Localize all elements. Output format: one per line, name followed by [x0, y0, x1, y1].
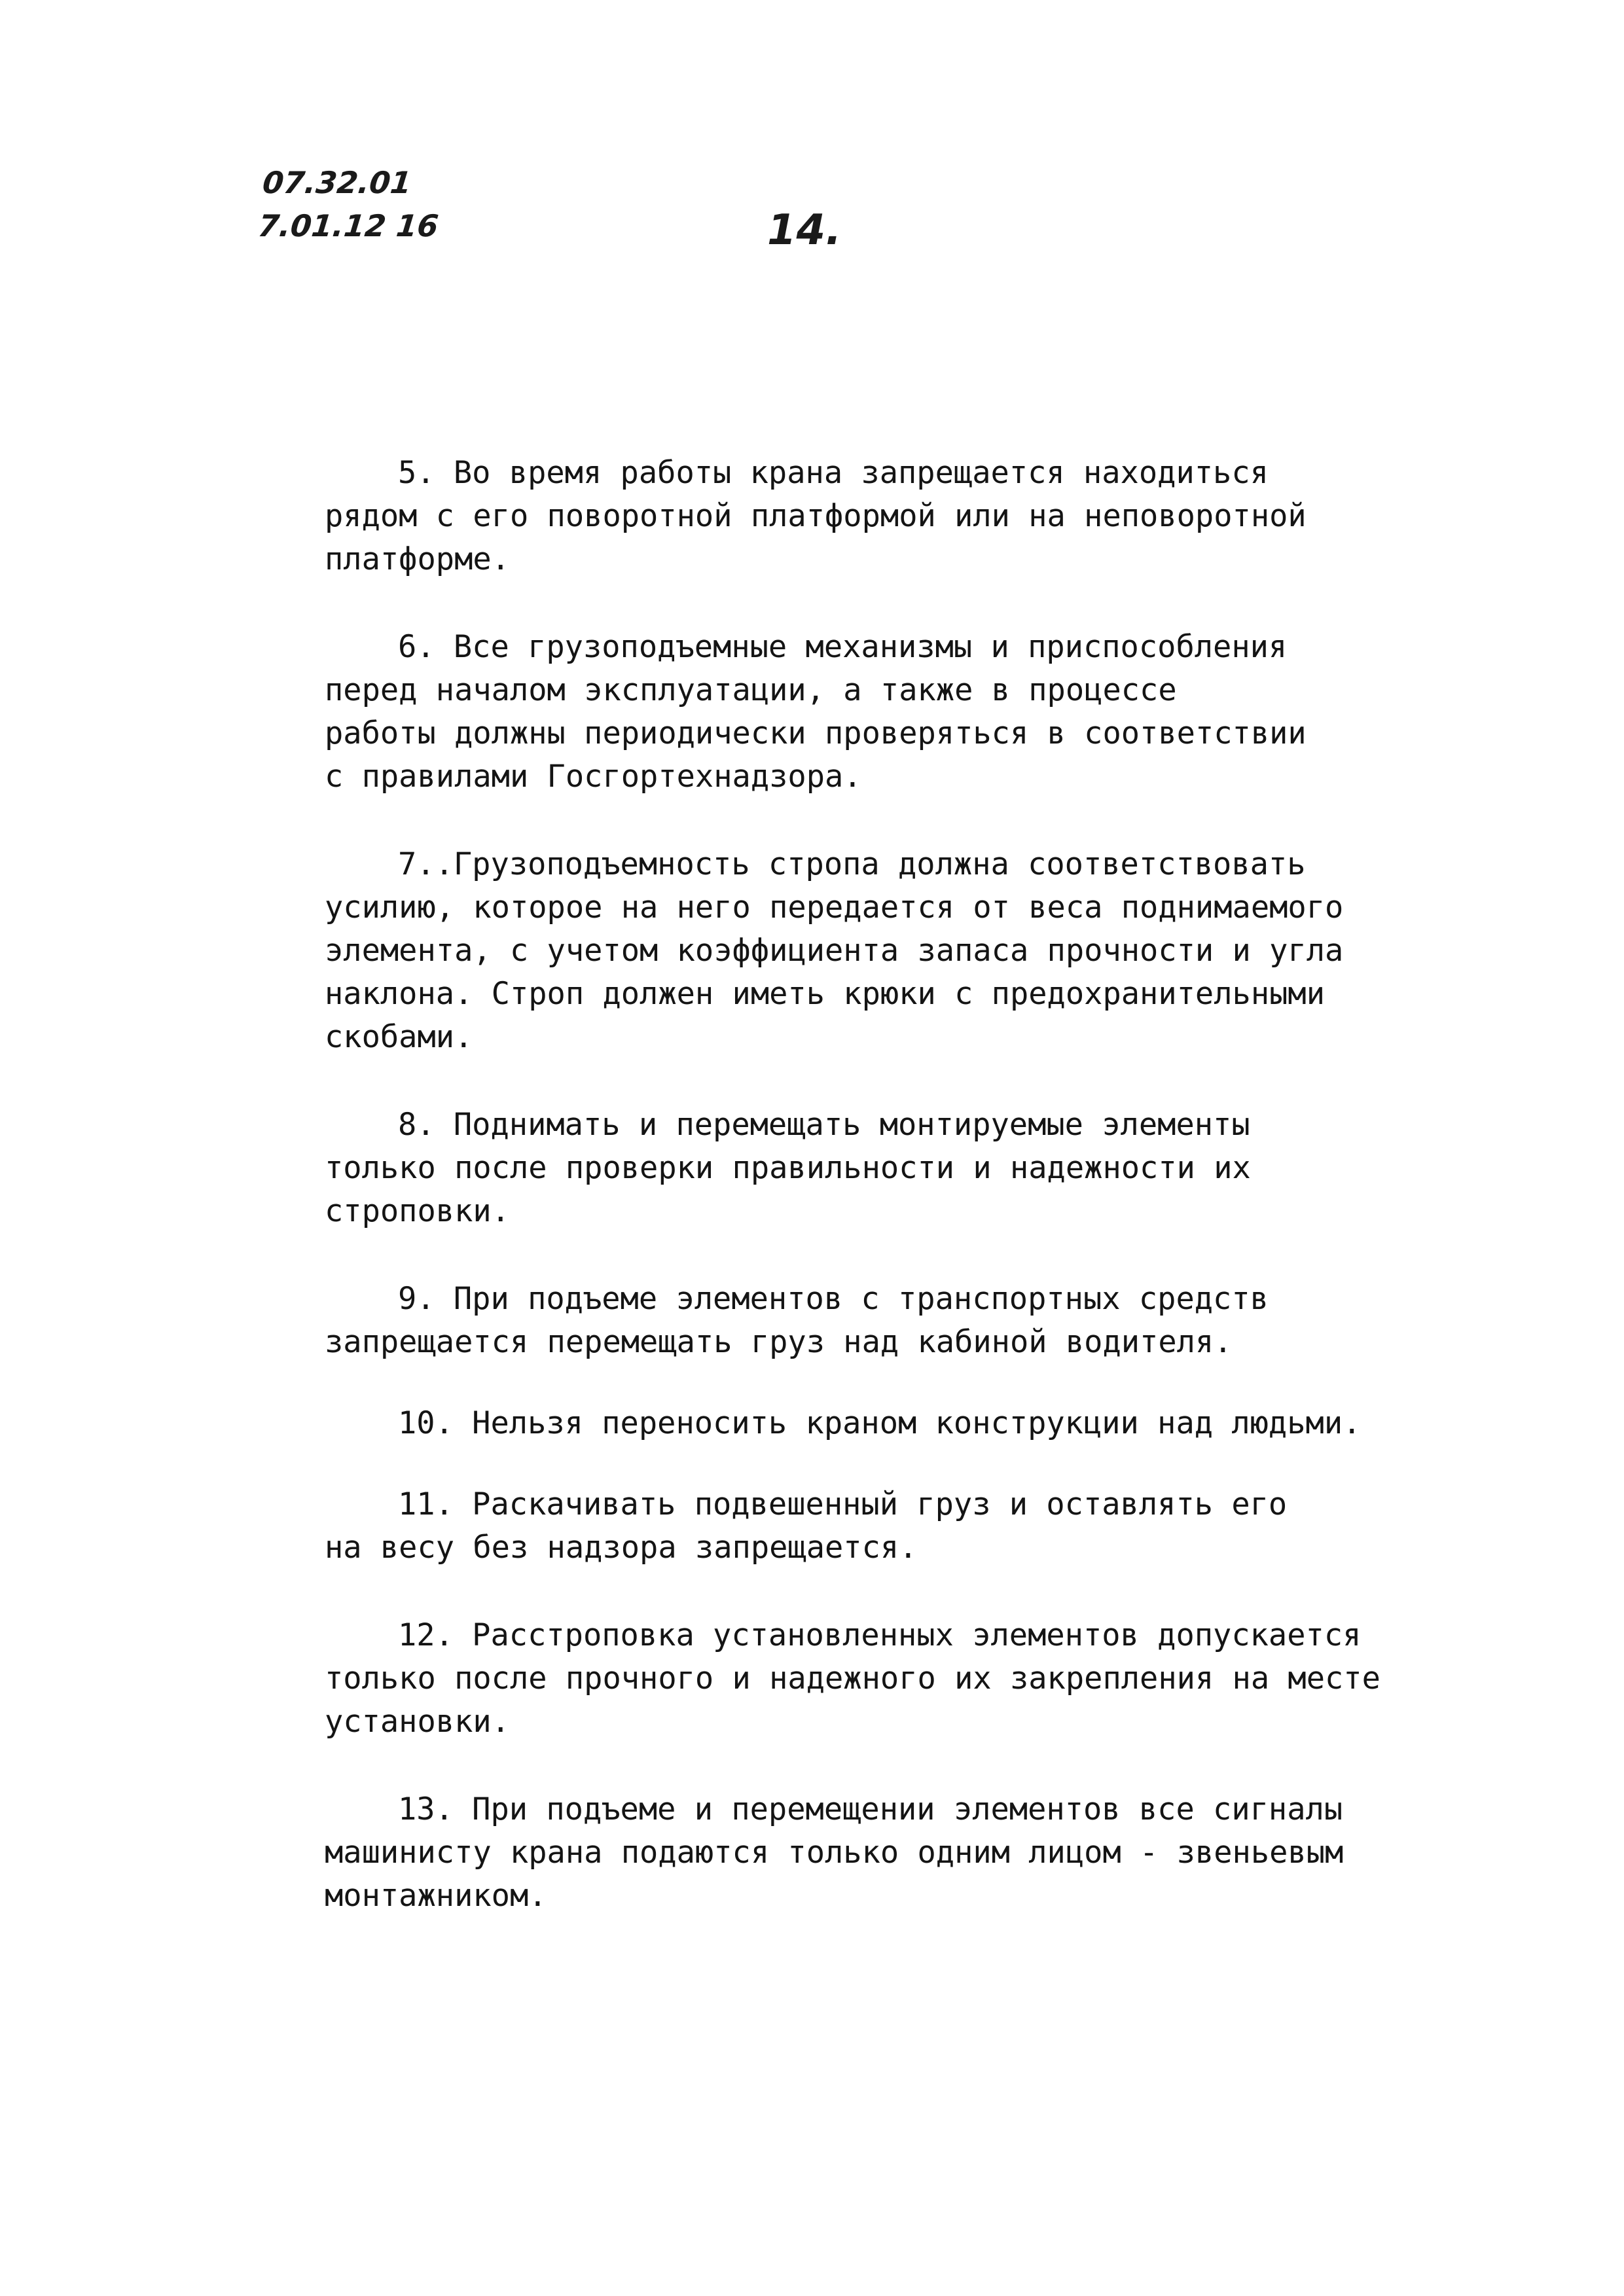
paragraph-12	[325, 1614, 1380, 1744]
paragraph-line: наклона. Строп должен иметь крюки с предохранительными	[325, 976, 1326, 1012]
paragraph-line: усилию, которое на него передается от веса поднимаемого	[325, 889, 1344, 925]
paragraph-line: элемента, с учетом коэффициента запаса прочности и угла	[325, 933, 1344, 969]
paragraph-7	[325, 843, 1359, 1059]
paragraph-line: 9. При подъеме элементов с транспортных средств	[398, 1281, 1269, 1317]
paragraph-line: рядом с его поворотной платформой или на неповоротной	[325, 498, 1307, 534]
document-code-line-1: 07.32.01	[261, 165, 414, 200]
paragraph-line: только после проверки правильности и надежности их	[325, 1150, 1251, 1186]
paragraph-line: 11. Раскачивать подвешенный груз и оставлять его	[398, 1486, 1288, 1522]
paragraph-line: с правилами Госгортехнадзора.	[325, 759, 862, 795]
paragraph-line: работы должны периодически проверяться в соответствии	[325, 715, 1307, 751]
paragraph-line: 12. Расстроповка установленных элементов допускается	[398, 1617, 1362, 1653]
paragraph-line: перед началом эксплуатации, а также в процессе	[325, 672, 1177, 708]
paragraph-11	[325, 1483, 1359, 1570]
paragraph-9	[325, 1278, 1359, 1364]
paragraph-line: 7..Грузоподъемность стропа должна соответствовать	[398, 846, 1306, 882]
paragraph-line: 13. При подъеме и перемещении элементов все сигналы	[398, 1791, 1343, 1827]
paragraph-line: запрещается перемещать груз над кабиной водителя.	[325, 1324, 1233, 1360]
paragraph-6	[325, 626, 1359, 798]
paragraph-10	[325, 1402, 1362, 1445]
document-code	[256, 161, 445, 247]
paragraph-line: 10. Нельзя переносить краном конструкции над людьми.	[398, 1405, 1362, 1441]
paragraph-line: 6. Все грузоподъемные механизмы и приспособления	[398, 629, 1288, 665]
paragraph-line: только после прочного и надежного их закрепления на месте	[325, 1660, 1380, 1696]
document-code-line-2: 7.01.12 16	[256, 208, 441, 243]
paragraph-line: скобами.	[325, 1019, 473, 1055]
paragraph-line: на весу без надзора запрещается.	[325, 1530, 918, 1566]
paragraph-line: платформе.	[325, 541, 510, 577]
document-body	[325, 452, 1380, 1962]
paragraph-13	[325, 1788, 1359, 1918]
paragraph-5	[325, 452, 1359, 581]
paragraph-line: 5. Во время работы крана запрещается находиться	[398, 455, 1269, 491]
paragraph-line: монтажником.	[325, 1878, 547, 1914]
paragraph-line: строповки.	[325, 1193, 510, 1229]
page-number: 14.	[767, 206, 842, 255]
paragraph-8	[325, 1103, 1359, 1233]
paragraph-line: 8. Поднимать и перемещать монтируемые элементы	[398, 1107, 1250, 1143]
paragraph-line: установки.	[325, 1704, 510, 1740]
paragraph-line: машинисту крана подаются только одним лицом - звеньевым	[325, 1835, 1344, 1871]
